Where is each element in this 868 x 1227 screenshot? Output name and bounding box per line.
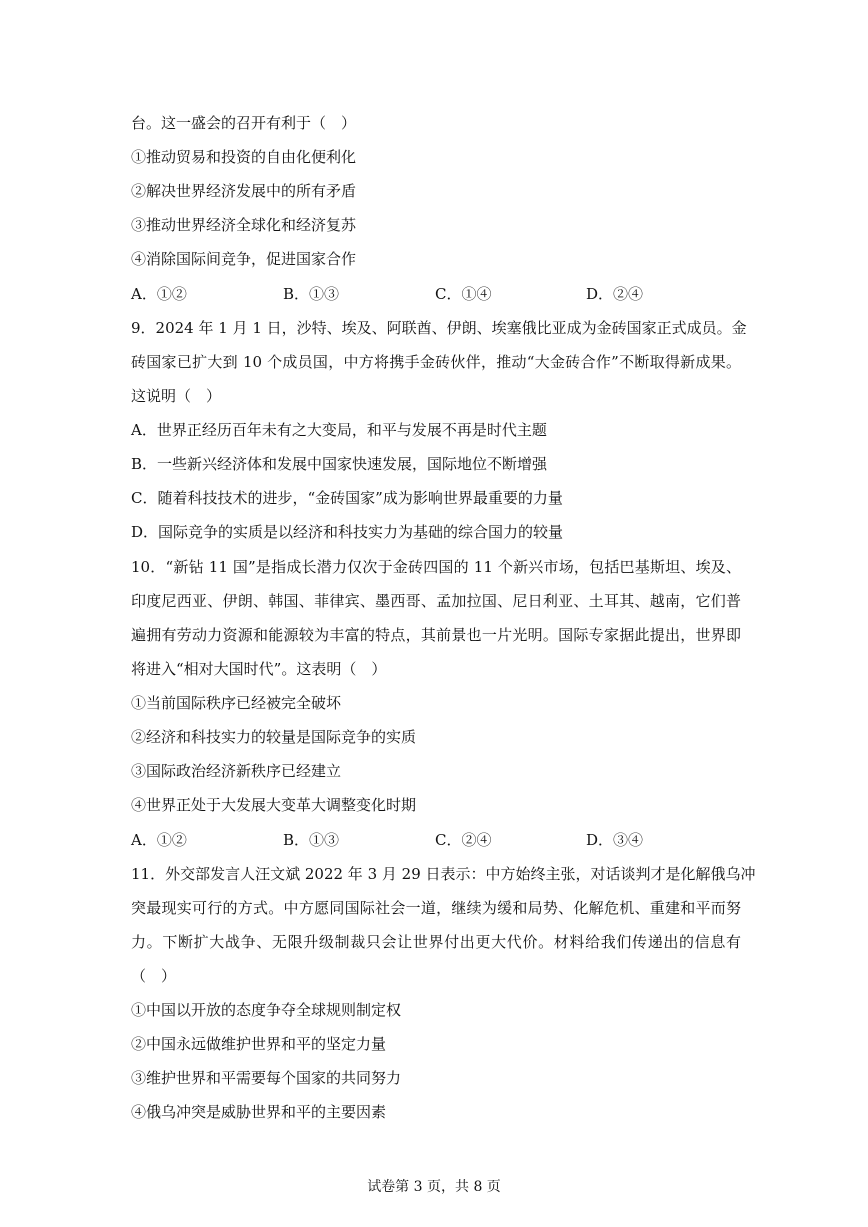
q8-item-3: ③推动世界经济全球化和经济复苏 [131,216,357,234]
q8-stem-end: 台。这一盛会的召开有利于（ ） [131,114,357,132]
q10-stem-line-4: 将进入“相对大国时代”。这表明（ ） [131,660,387,678]
q11-stem-line-2: 突最现实可行的方式。中方愿同国际社会一道，继续为缓和局势、化解危机、重建和平而努 [131,899,741,917]
q10-option-d: D．③④ [586,831,644,849]
q10-stem-line-1: 10．“新钻 11 国”是指成长潜力仅次于金砖四国的 11 个新兴市场，包括巴基斯坦、埃及、 [131,558,741,576]
q11-stem-line-1: 11．外交部发言人汪文斌 2022 年 3 月 29 日表示：中方始终主张，对话谈判才是化解俄乌冲 [131,865,756,883]
q8-option-c: C．①④ [435,285,492,303]
q11-item-4: ④俄乌冲突是威胁世界和平的主要因素 [131,1103,387,1121]
q8-option-b: B．①③ [283,285,340,303]
q11-stem-line-3: 力。下断扩大战争、无限升级制裁只会让世界付出更大代价。材料给我们传递出的信息有 [131,933,741,951]
q9-option-d: D．国际竞争的实质是以经济和科技实力为基础的综合国力的较量 [131,523,564,541]
q11-item-3: ③维护世界和平需要每个国家的共同努力 [131,1069,402,1087]
q10-option-b: B．①③ [283,831,340,849]
q10-item-2: ②经济和科技实力的较量是国际竞争的实质 [131,728,417,746]
q11-item-1: ①中国以开放的态度争夺全球规则制定权 [131,1001,402,1019]
q11-item-2: ②中国永远做维护世界和平的坚定力量 [131,1035,387,1053]
q8-item-2: ②解决世界经济发展中的所有矛盾 [131,182,357,200]
q9-stem-line-2: 砖国家已扩大到 10 个成员国，中方将携手金砖伙伴，推动“大金砖合作”不断取得新成果。 [131,353,741,371]
q10-item-4: ④世界正处于大发展大变革大调整变化时期 [131,796,417,814]
q9-stem-line-1: 9．2024 年 1 月 1 日，沙特、埃及、阿联酋、伊朗、埃塞俄比亚成为金砖国家正式成员。金 [131,319,747,337]
q10-option-a: A．①② [131,831,187,849]
q9-option-a: A．世界正经历百年未有之大变局，和平与发展不再是时代主题 [131,421,547,439]
q9-option-b: B．一些新兴经济体和发展中国家快速发展，国际地位不断增强 [131,455,548,473]
q10-item-1: ①当前国际秩序已经被完全破坏 [131,694,342,712]
q9-option-c: C．随着科技技术的进步，“金砖国家”成为影响世界最重要的力量 [131,489,563,507]
q8-item-1: ①推动贸易和投资的自由化便利化 [131,148,357,166]
q9-stem-line-3: 这说明（ ） [131,387,222,405]
q8-option-a: A．①② [131,285,187,303]
page-footer: 试卷第 3 页，共 8 页 [367,1179,501,1195]
q10-item-3: ③国际政治经济新秩序已经建立 [131,762,342,780]
q8-item-4: ④消除国际间竞争，促进国家合作 [131,250,357,268]
q8-option-d: D．②④ [586,285,644,303]
q11-stem-line-4: （ ） [131,967,177,985]
q10-stem-line-3: 遍拥有劳动力资源和能源较为丰富的特点，其前景也一片光明。国际专家据此提出，世界即 [131,626,741,644]
q10-option-c: C．②④ [435,831,492,849]
q10-stem-line-2: 印度尼西亚、伊朗、韩国、菲律宾、墨西哥、孟加拉国、尼日利亚、土耳其、越南，它们普 [131,592,741,610]
